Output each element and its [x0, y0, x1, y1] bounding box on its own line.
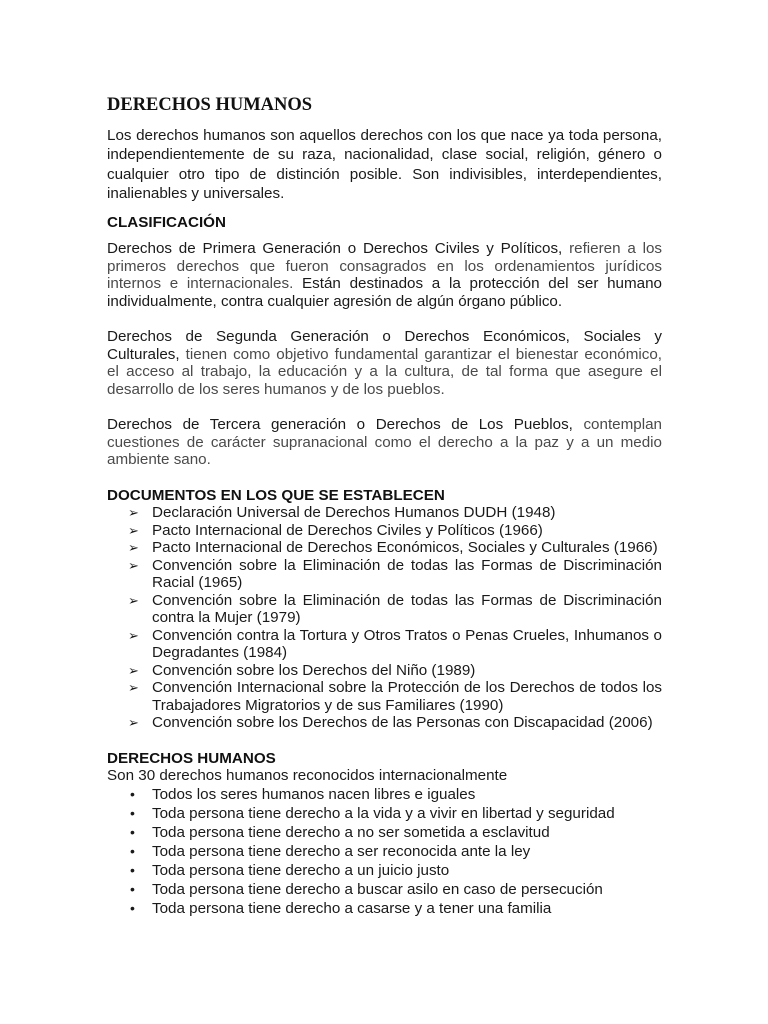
primera-generacion-title: Derechos de Primera Generación o Derechos Civiles y Políticos, — [107, 240, 563, 258]
document-title: DERECHOS HUMANOS — [107, 95, 313, 115]
bullet-icon: • — [130, 823, 135, 840]
derechos-list — [107, 785, 662, 918]
segunda-generacion-paragraph — [107, 328, 662, 398]
document-page — [107, 94, 662, 918]
list-item: • Toda persona tiene derecho a un juicio justo — [130, 861, 450, 879]
list-item: ➢ Pacto Internacional de Derechos Económicos, Sociales y Culturales (1966) — [128, 539, 658, 557]
segunda-generacion-title: Derechos de Segunda Generación o Derechos Económicos, Sociales y Culturales, — [107, 328, 662, 363]
list-item: • Toda persona tiene derecho a ser reconocida ante la ley — [130, 842, 531, 860]
list-item: • Toda persona tiene derecho a no ser sometida a esclavitud — [130, 823, 550, 841]
arrow-bullet-icon: ➢ — [128, 662, 139, 678]
list-item: ➢ Convención sobre la Eliminación de todas las Formas de Discriminación contra la Mujer (1979) — [128, 591, 662, 627]
list-item: • Toda persona tiene derecho a casarse y a tener una familia — [130, 899, 552, 917]
primera-generacion-text: refieren a los primeros derechos que fueron consagrados en los ordenamientos jurídicos internos e internacionales. — [107, 240, 663, 293]
documentos-list — [107, 504, 662, 732]
list-item: ➢ Convención Internacional sobre la Protección de los Derechos de todos los Trabajadores Migratorios y de sus Familiares (1990) — [128, 679, 662, 714]
arrow-bullet-icon: ➢ — [128, 715, 139, 731]
arrow-bullet-icon: ➢ — [128, 540, 139, 556]
list-item: • Toda persona tiene derecho a buscar asilo en caso de persecución — [130, 880, 603, 898]
derechos-humanos-heading: DERECHOS HUMANOS — [107, 749, 276, 767]
list-item: ➢ Convención sobre la Eliminación de todas las Formas de Discriminación Racial (1965) — [128, 556, 662, 592]
arrow-bullet-icon: ➢ — [128, 557, 139, 573]
list-item: ➢ Convención sobre los Derechos de las Personas con Discapacidad (2006) — [128, 714, 653, 732]
tercera-generacion-title: Derechos de Tercera generación o Derechos de Los Pueblos, — [107, 416, 573, 434]
arrow-bullet-icon: ➢ — [128, 592, 139, 608]
list-item: ➢ Convención contra la Tortura y Otros Tratos o Penas Crueles, Inhumanos o Degradantes (1984) — [128, 626, 662, 662]
list-item: ➢ Declaración Universal de Derechos Humanos DUDH (1948) — [128, 504, 556, 522]
segunda-generacion-text: tienen como objetivo fundamental garantizar el bienestar económico, el acceso al trabajo, la educación y a la cultura, de tal forma que asegure el desarrollo de los seres humanos y de los pueblos. — [107, 345, 662, 398]
bullet-icon: • — [130, 804, 135, 821]
bullet-icon: • — [130, 880, 135, 897]
arrow-bullet-icon: ➢ — [128, 522, 139, 538]
bullet-icon: • — [130, 785, 135, 802]
list-item: ➢ Pacto Internacional de Derechos Civiles y Políticos (1966) — [128, 521, 543, 539]
clasificacion-heading: CLASIFICACIÓN — [107, 213, 226, 231]
primera-generacion-text-tail: Están destinados a la protección del ser humano individualmente, contra cualquier agresión de algún órgano público. — [107, 275, 662, 310]
arrow-bullet-icon: ➢ — [128, 680, 139, 696]
tercera-generacion-text: contemplan cuestiones de carácter supranacional como el derecho a la paz y a un medio ambiente sano. — [107, 416, 662, 469]
primera-generacion-paragraph — [107, 240, 662, 310]
list-item: ➢ Convención sobre los Derechos del Niño (1989) — [128, 661, 476, 679]
bullet-icon: • — [130, 899, 135, 916]
arrow-bullet-icon: ➢ — [128, 627, 139, 643]
arrow-bullet-icon: ➢ — [128, 505, 139, 521]
intro-paragraph: Los derechos humanos son aquellos derechos con los que nace ya toda persona, independientemente de su raza, nacionalidad, clase social, religión, género o cualquier otro tipo de distinción posible. Son indivisibles, interdependientes, inalienables y universales. — [107, 127, 662, 203]
list-item: • Toda persona tiene derecho a la vida y a vivir en libertad y seguridad — [130, 804, 615, 822]
tercera-generacion-paragraph — [107, 416, 662, 469]
derechos-humanos-subtitle: Son 30 derechos humanos reconocidos internacionalmente — [107, 767, 508, 785]
bullet-icon: • — [130, 842, 135, 859]
list-item: • Todos los seres humanos nacen libres e iguales — [130, 785, 476, 803]
bullet-icon: • — [130, 861, 135, 878]
documentos-heading: DOCUMENTOS EN LOS QUE SE ESTABLECEN — [107, 486, 445, 504]
